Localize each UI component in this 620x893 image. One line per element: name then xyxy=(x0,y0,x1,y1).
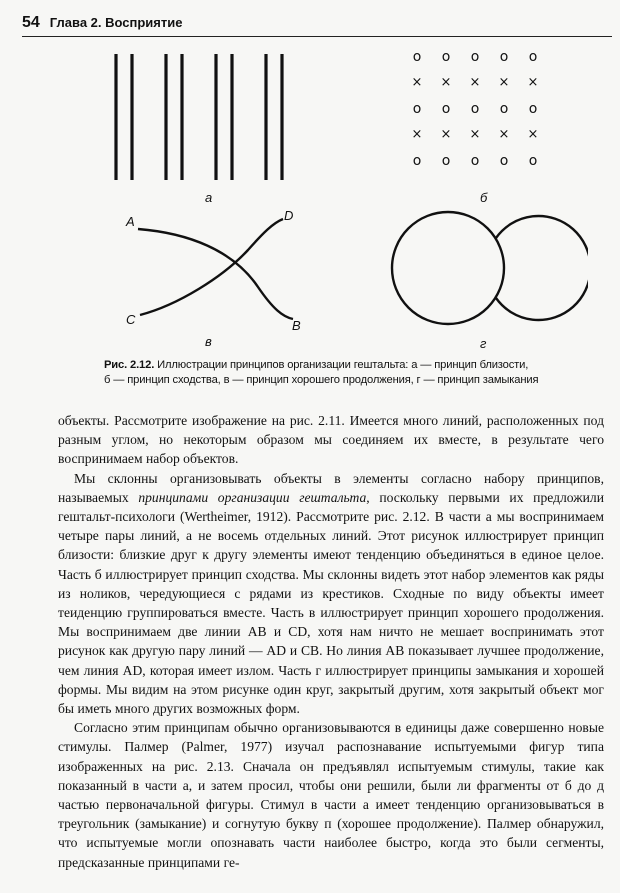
circle-mark: o xyxy=(441,49,451,65)
point-label-b: B xyxy=(292,318,301,333)
circle-mark: o xyxy=(412,101,422,117)
circle-mark: o xyxy=(528,101,538,117)
paragraph-2-start: Мы склонны организовывать объекты в элементы согласно набору принципов, называемых xyxy=(58,470,604,505)
circle-mark: o xyxy=(441,101,451,117)
cross-mark: × xyxy=(527,127,539,142)
paragraph-3: Согласно этим принципам обычно организовываются в единицы даже совершенно новые стимулы. Палмер (Palmer, 1977) изучал распознавание испытуемыми фигур типа изображенных на рис. 2.13. Сначала он предъявлял испытуемым стимулы, такие как показанный в части а, и затем просил, чтобы они решили, были ли фрагменты от б до д частью первоначальной фигуры. Стимул в части а имеет тенденцию организовываться в треугольник (замыкание) и согнутую букву п (хорошее продолжение). Палмер обнаружил, что испытуемые могли опознавать части наиболее быстро, когда это были сегменты, предсказанные принципами ге- xyxy=(58,720,604,870)
circle-mark: o xyxy=(470,101,480,117)
paragraph-2-rest: , поскольку первыми их предложили гештальт-психологи (Wertheimer, 1912). Рассмотрите рис. 2.12. В части а мы воспринимаем четыре пары линий, а не восемь отдельных линий. Этот рисунок иллюстрирует принцип близости: близкие друг к другу элементы имеют тенденцию объединяться в единое целое. Часть б иллюстрирует принцип сходства. Мы склонны видеть этот набор элементов как ряды из ноликов, чередующиеся с рядами из крестиков. Сходные по виду объекты имеет теиденцию группироваться вместе. Часть в иллюстрирует принцип хорошего продолжения. Мы воспринимаем две линии AB и CD, хотя нам ничто не мешает воспринимать этот рисунок как другую пару линий — AD и CB. Но линия AB показывает лучшее продолжение, чем линия AD, которая имеет излом. Часть г иллюстрирует принципы замыкания и хорошей формы. Мы видим на этом рисунке один круг, закрытый другим, хотя закрытый объект мог бы иметь много других возможных форм. xyxy=(58,489,604,717)
page-number: 54 xyxy=(22,14,40,31)
occluded-circle xyxy=(496,216,588,320)
cross-mark: × xyxy=(469,127,481,142)
figure-d-label: г xyxy=(480,336,487,351)
chapter-title: Глава 2. Восприятие xyxy=(49,15,183,30)
figure-caption xyxy=(104,358,564,388)
body-text xyxy=(58,411,604,872)
figure-c-label: в xyxy=(205,334,212,349)
figure-c-continuation-curves xyxy=(118,205,308,335)
figure-b-similarity-grid xyxy=(410,50,560,175)
cross-mark: × xyxy=(498,127,510,142)
gestalt-term: принципами организации гештальта xyxy=(138,489,367,505)
paragraph-1: объекты. Рассмотрите изображение на рис. 2.11. Имеется много линий, расположенных под разным углом, но некоторым образом мы соединяем их вместе, в результате чего воспринимаем набор объектов. xyxy=(58,413,604,467)
cross-mark: × xyxy=(527,75,539,90)
paragraph-2 xyxy=(58,469,604,719)
circle-mark: o xyxy=(499,153,509,169)
point-label-a: A xyxy=(126,214,135,229)
cross-mark: × xyxy=(411,127,423,142)
point-label-d: D xyxy=(284,208,294,223)
circle-mark: o xyxy=(528,49,538,65)
circle-mark: o xyxy=(441,153,451,169)
cross-mark: × xyxy=(440,75,452,90)
cross-mark: × xyxy=(469,75,481,90)
running-header xyxy=(22,14,612,37)
caption-number: Рис. 2.12. xyxy=(104,359,155,371)
cross-mark: × xyxy=(498,75,510,90)
figure-a-proximity-lines xyxy=(108,52,308,182)
cross-mark: × xyxy=(411,75,423,90)
cross-mark: × xyxy=(440,127,452,142)
circle-mark: o xyxy=(528,153,538,169)
circle-mark: o xyxy=(412,153,422,169)
circle-mark: o xyxy=(470,49,480,65)
circle-mark: o xyxy=(499,49,509,65)
caption-line-2: б — принцип сходства, в — принцип хорошего продолжения, г — принцип замыкания xyxy=(104,374,539,386)
front-circle xyxy=(392,212,504,324)
curve-cd xyxy=(140,219,283,315)
circle-mark: o xyxy=(470,153,480,169)
circle-mark: o xyxy=(499,101,509,117)
figure-b-label: б xyxy=(480,190,488,205)
curve-ab xyxy=(138,229,293,319)
point-label-c: C xyxy=(126,312,136,327)
figure-d-closure-circles xyxy=(388,208,588,333)
caption-line-1: Иллюстрации принципов организации гештальта: а — принцип близости, xyxy=(157,359,529,371)
circle-mark: o xyxy=(412,49,422,65)
figure-a-label: а xyxy=(205,190,213,205)
